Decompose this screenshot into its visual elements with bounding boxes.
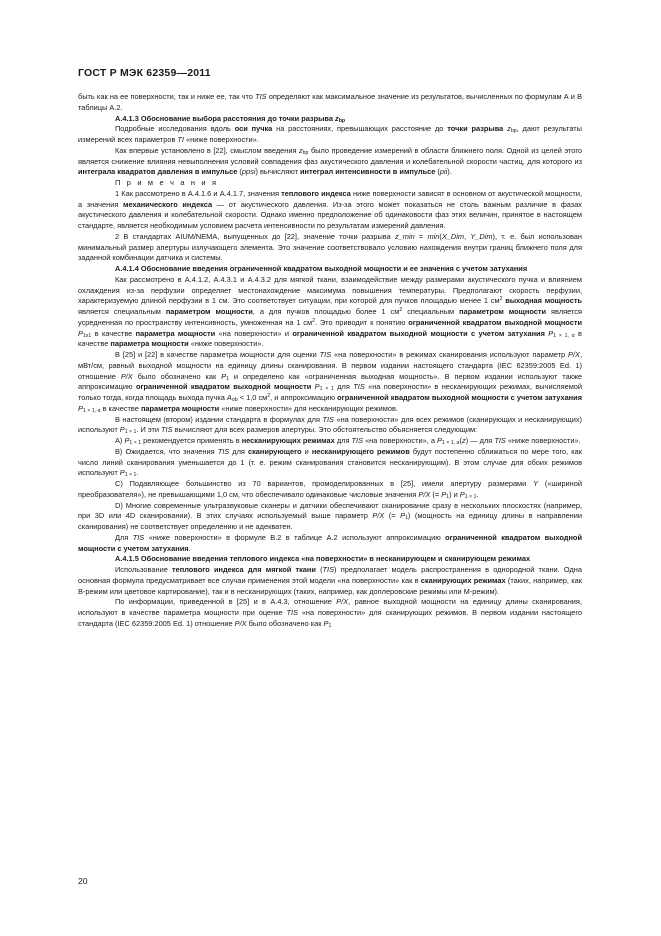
- paragraph: 2 В стандартах AIUM/NEMA, выпущенных до [22], значение точки разрыва z_min = min(X_Dim, Y_Dim), т. е. был использован минимальный размер апертуры излучающего элемента. Это значение соответствовало условию нахождения внутри границ ближнего поля для заданной комбинации датчика и системы.: [78, 231, 582, 263]
- paragraph: В настоящем (втором) издании стандарта в формулах для TIS «на поверхности» для всех режимов (сканирующих и несканирующих) используют $P_{1 \times 1}$. И эти TIS вычисляют для всех размеров апертуры. Это обстоятельство объясняется следующим:: [78, 414, 582, 436]
- paragraph: Для TIS «ниже поверхности» в формуле В.2 в таблице А.2 используют аппроксимацию ограниченной квадратом выходной мощности с учетом затухания.: [78, 532, 582, 553]
- section-heading: А.4.1.4 Обоснование введения ограниченной квадратом выходной мощности и ее значения с учетом затухания: [115, 264, 528, 273]
- paragraph: В [25] и [22] в качестве параметра мощности для оценки TIS «на поверхности» в режимах сканирования используют параметр P/X, мВт/см, равный выходной мощности на единицу длины сканирования. В первом издании настоящего стандарта (IEC 62359:2005 Ed. 1) отношение P/X было обозначено как $P_1$ и определено как «ограниченная выходная мощность». В первом издании используют также аппроксимацию ограниченной квадратом выходной мощности $P_{1 \times 1}$ для TIS «на поверхности» в несканирующих режимах, вычисляемой только тогда, когда площадь выхода пучка $A_{ob} < 1,0$ $см^2$, и аппроксимацию ограниченной квадратом выходной мощности с учетом затухания $P_{1 \times 1, \alpha}$ в качестве параметра мощности «ниже поверхности» для несканирующих режимов.: [78, 350, 583, 414]
- page-number: 20: [78, 876, 88, 886]
- paragraph: Использование теплового индекса для мягкой ткани (TIS) предполагает модель распространения в однородной ткани. Одна основная формула предусматривает все случаи применения этой модели «на поверхности» как в сканирующих режимах (таких, например, как В-режим или цветовое картирование), так и в несканирующих (таких, например, как доплеровские режимы или М-режим).: [78, 565, 582, 596]
- paragraph: А) $P_{1 \times 1}$ рекомендуется применять в несканирующих режимах для TIS «на поверхности», а $P_{1 \times 1, \alpha}(z)$ — для TIS «ниже поверхности».: [115, 436, 581, 446]
- paragraph: Как рассмотрено в А.4.1.2, А.4.3.1 и А.4.3.2 для мягкой ткани, взаимодействие между размерами акустического пучка и влиянием охлаждения из-за перфузии определяет местонахождение максимума повышения температуры. Предполагают скорость перфузии, характеризуемую длиной перфузии в 1 см. Это соответствует ситуации, при которой для пучков площадью менее 1 $см^2$ выходная мощность является специальным параметром мощности, а для пучков площадью более 1 $см^2$ специальным параметром мощности является усредненная по пространству интенсивность, умноженная на 1 $см^2$. Это приводит к понятию ограниченной квадратом выходной мощности $P_{1x1}$ в качестве параметра мощности «на поверхности» и ограниченной квадратом выходной мощности с учетом затухания $P_{1 \times 1, \alpha}$ в качестве параметра мощности «ниже поверхности».: [78, 274, 583, 349]
- page-header-standard: ГОСТ Р МЭК 62359—2011: [78, 67, 211, 79]
- paragraph: Подробные исследования вдоль оси пучка на расстояниях, превышающих расстояние до точки разрыва $z_{bp}$, дают результаты измерений всех параметров TI «ниже поверхности».: [78, 124, 582, 144]
- paragraph: D) Многие современные ультразвуковые сканеры и датчики обеспечивают сканирование сразу в нескольких плоскостях (например, при 3D или 4D сканировании). В этих случаях используемый выше параметр P/X (= $P_1$) (мощность на единицу длины в направлении сканирования) не соответствует определению и не адекватен.: [78, 500, 582, 531]
- section-heading: А.4.1.5 Обоснование введения теплового индекса «на поверхности» в несканирующем и сканирующем режимах: [115, 554, 531, 564]
- paragraph: С) Подавляющее большинство из 70 вариантов, промоделированных в [25], имели апертуру размерами Y («шириной преобразователя»), не превышающими 1,0 см, что обеспечивало одинаковые числовые значения P/X (= $P_1$) и $P_{1 \times 1}$.: [78, 479, 583, 500]
- paragraph: По информации, приведенной в [25] и в А.4.3, отношение P/X, равное выходной мощности на единицу длины сканирования, используют в качестве параметра мощности при оценке TIS «на поверхности» для сканирующих режимов. В первом издании настоящего стандарта (IEC 62359:2005 Ed. 1) отношение P/X было обозначено как $P_1$: [78, 597, 582, 629]
- section-heading: А.4.1.3 Обоснование выбора расстояния до точки разрыва $z_{bp}$: [115, 113, 346, 124]
- paragraph: В) Ожидается, что значения TIS для сканирующего и несканирующего режимов будут постепенно сближаться по мере того, как число линий сканирования уменьшается до 1 (т. е. режим сканирования становится несканирующим). В этом случае для обоих режимов используют $P_{1 \times 1}$.: [78, 446, 582, 479]
- notes-title: П р и м е ч а н и я: [115, 178, 219, 187]
- paragraph: 1 Как рассмотрено в А.4.1.6 и А.4.1.7, значения теплового индекса ниже поверхности зависят в основном от акустической мощности, а значения механического индекса — от акустического давления. Из-за этого может показаться не столь важным различие в фазах акустического давления и колебательной скорости. Однако именно предположение об одинаковости фаз этих величин, принятое в настоящем стандарте, является необходимым условием расчета интенсивности по результатам измерений давления.: [78, 188, 582, 230]
- paragraph: Как впервые установлено в [22], смыслом введения $z_{bp}$ было проведение измерений в области ближнего поля. Одной из целей этого является снижение влияния невыполнения условий совпадения фаз акустического давления и колебательной скорости частиц, для которого из интеграла квадратов давления в импульсе (ppsi) вычисляют интеграл интенсивности в импульсе (pii).: [78, 145, 582, 177]
- body-text: [78, 92, 582, 630]
- paragraph-continued: быть как на ее поверхности, так и ниже ее, так что TIS определяют как максимальное значение из результатов, вычисленных по формулам А и В таблицы А.2.: [78, 92, 583, 112]
